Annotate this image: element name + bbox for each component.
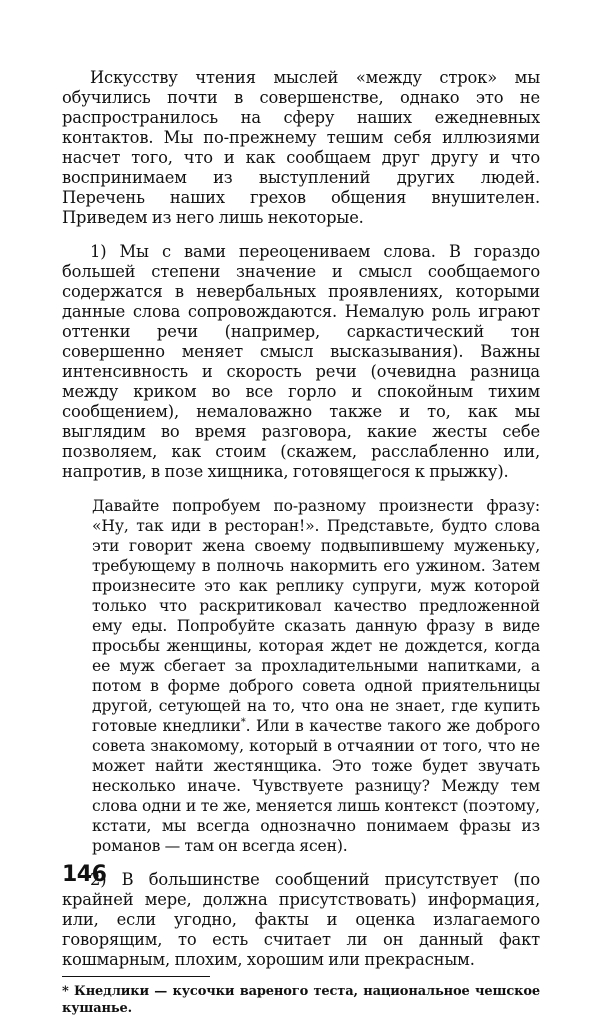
example-text-part-1: Давайте попробуем по-разному произнести фразу: «Ну, так иди в ресторан!». Представьте, будто слова эти говорит жена своему подвыпившему муженьку, требующему в полночь накормить его ужином. Затем произнесите это как реплику супруги, муж которой только что раскритиковал качество предложенной ему еды. Попробуйте сказать данную фразу в виде просьбы женщины, которая ждет не дождется, когда ее муж сбегает за прохладительными напитками, а потом в форме доброго совета одной приятельницы другой, сетующей на то, что она не знает, где купить готовые кнедлики <box>92 497 540 735</box>
footnote-divider <box>62 976 210 977</box>
paragraph-example <box>92 496 540 856</box>
example-text-part-2: . Или в качестве такого же доброго совета знакомому, который в отчаянии от того, что не может найти жестянщика. Это тоже будет звучать несколько иначе. Чувствуете разницу? Между тем слова одни и те же, меняется лишь контекст (поэтому, кстати, мы всегда однозначно понимаем фразы из романов — там он всегда ясен). <box>92 717 540 855</box>
page-body <box>62 68 540 1017</box>
paragraph-point-2: 2) В большинстве сообщений присутствует (по крайней мере, должна присутствовать) информация, или, если угодно, факты и оценка излагаемого говорящим, то есть считает ли он данный факт кошмарным, плохим, хорошим или прекрасным. <box>62 870 540 969</box>
paragraph-point-1: 1) Мы с вами переоцениваем слова. В гораздо большей степени значение и смысл сообщаемого содержатся в невербальных проявлениях, которыми данные слова сопровождаются. Немалую роль играют оттенки речи (например, саркастический тон совершенно меняет смысл высказывания). Важны интенсивность и скорость речи (очевидна разница между криком во все горло и спокойным тихим сообщением), немаловажно также и то, как мы выглядим во время разговора, какие жесты себе позволяем, как стоим (скажем, расслабленно или, напротив, в позе хищника, готовящегося к прыжку). <box>62 242 540 481</box>
footnote-marker: * <box>240 716 246 728</box>
page-number: 146 <box>62 862 107 887</box>
paragraph-intro: Искусству чтения мыслей «между строк» мы обучились почти в совершенстве, однако это не распространилось на сферу наших ежедневных контактов. Мы по-прежнему тешим себя иллюзиями насчет того, что и как сообщаем друг другу и что воспринимаем из выступлений других людей. Перечень наших грехов общения внушителен. Приведем из него лишь некоторые. <box>62 68 540 227</box>
footnote: * Кнедлики — кусочки вареного теста, национальное чешское кушанье. <box>62 984 540 1016</box>
